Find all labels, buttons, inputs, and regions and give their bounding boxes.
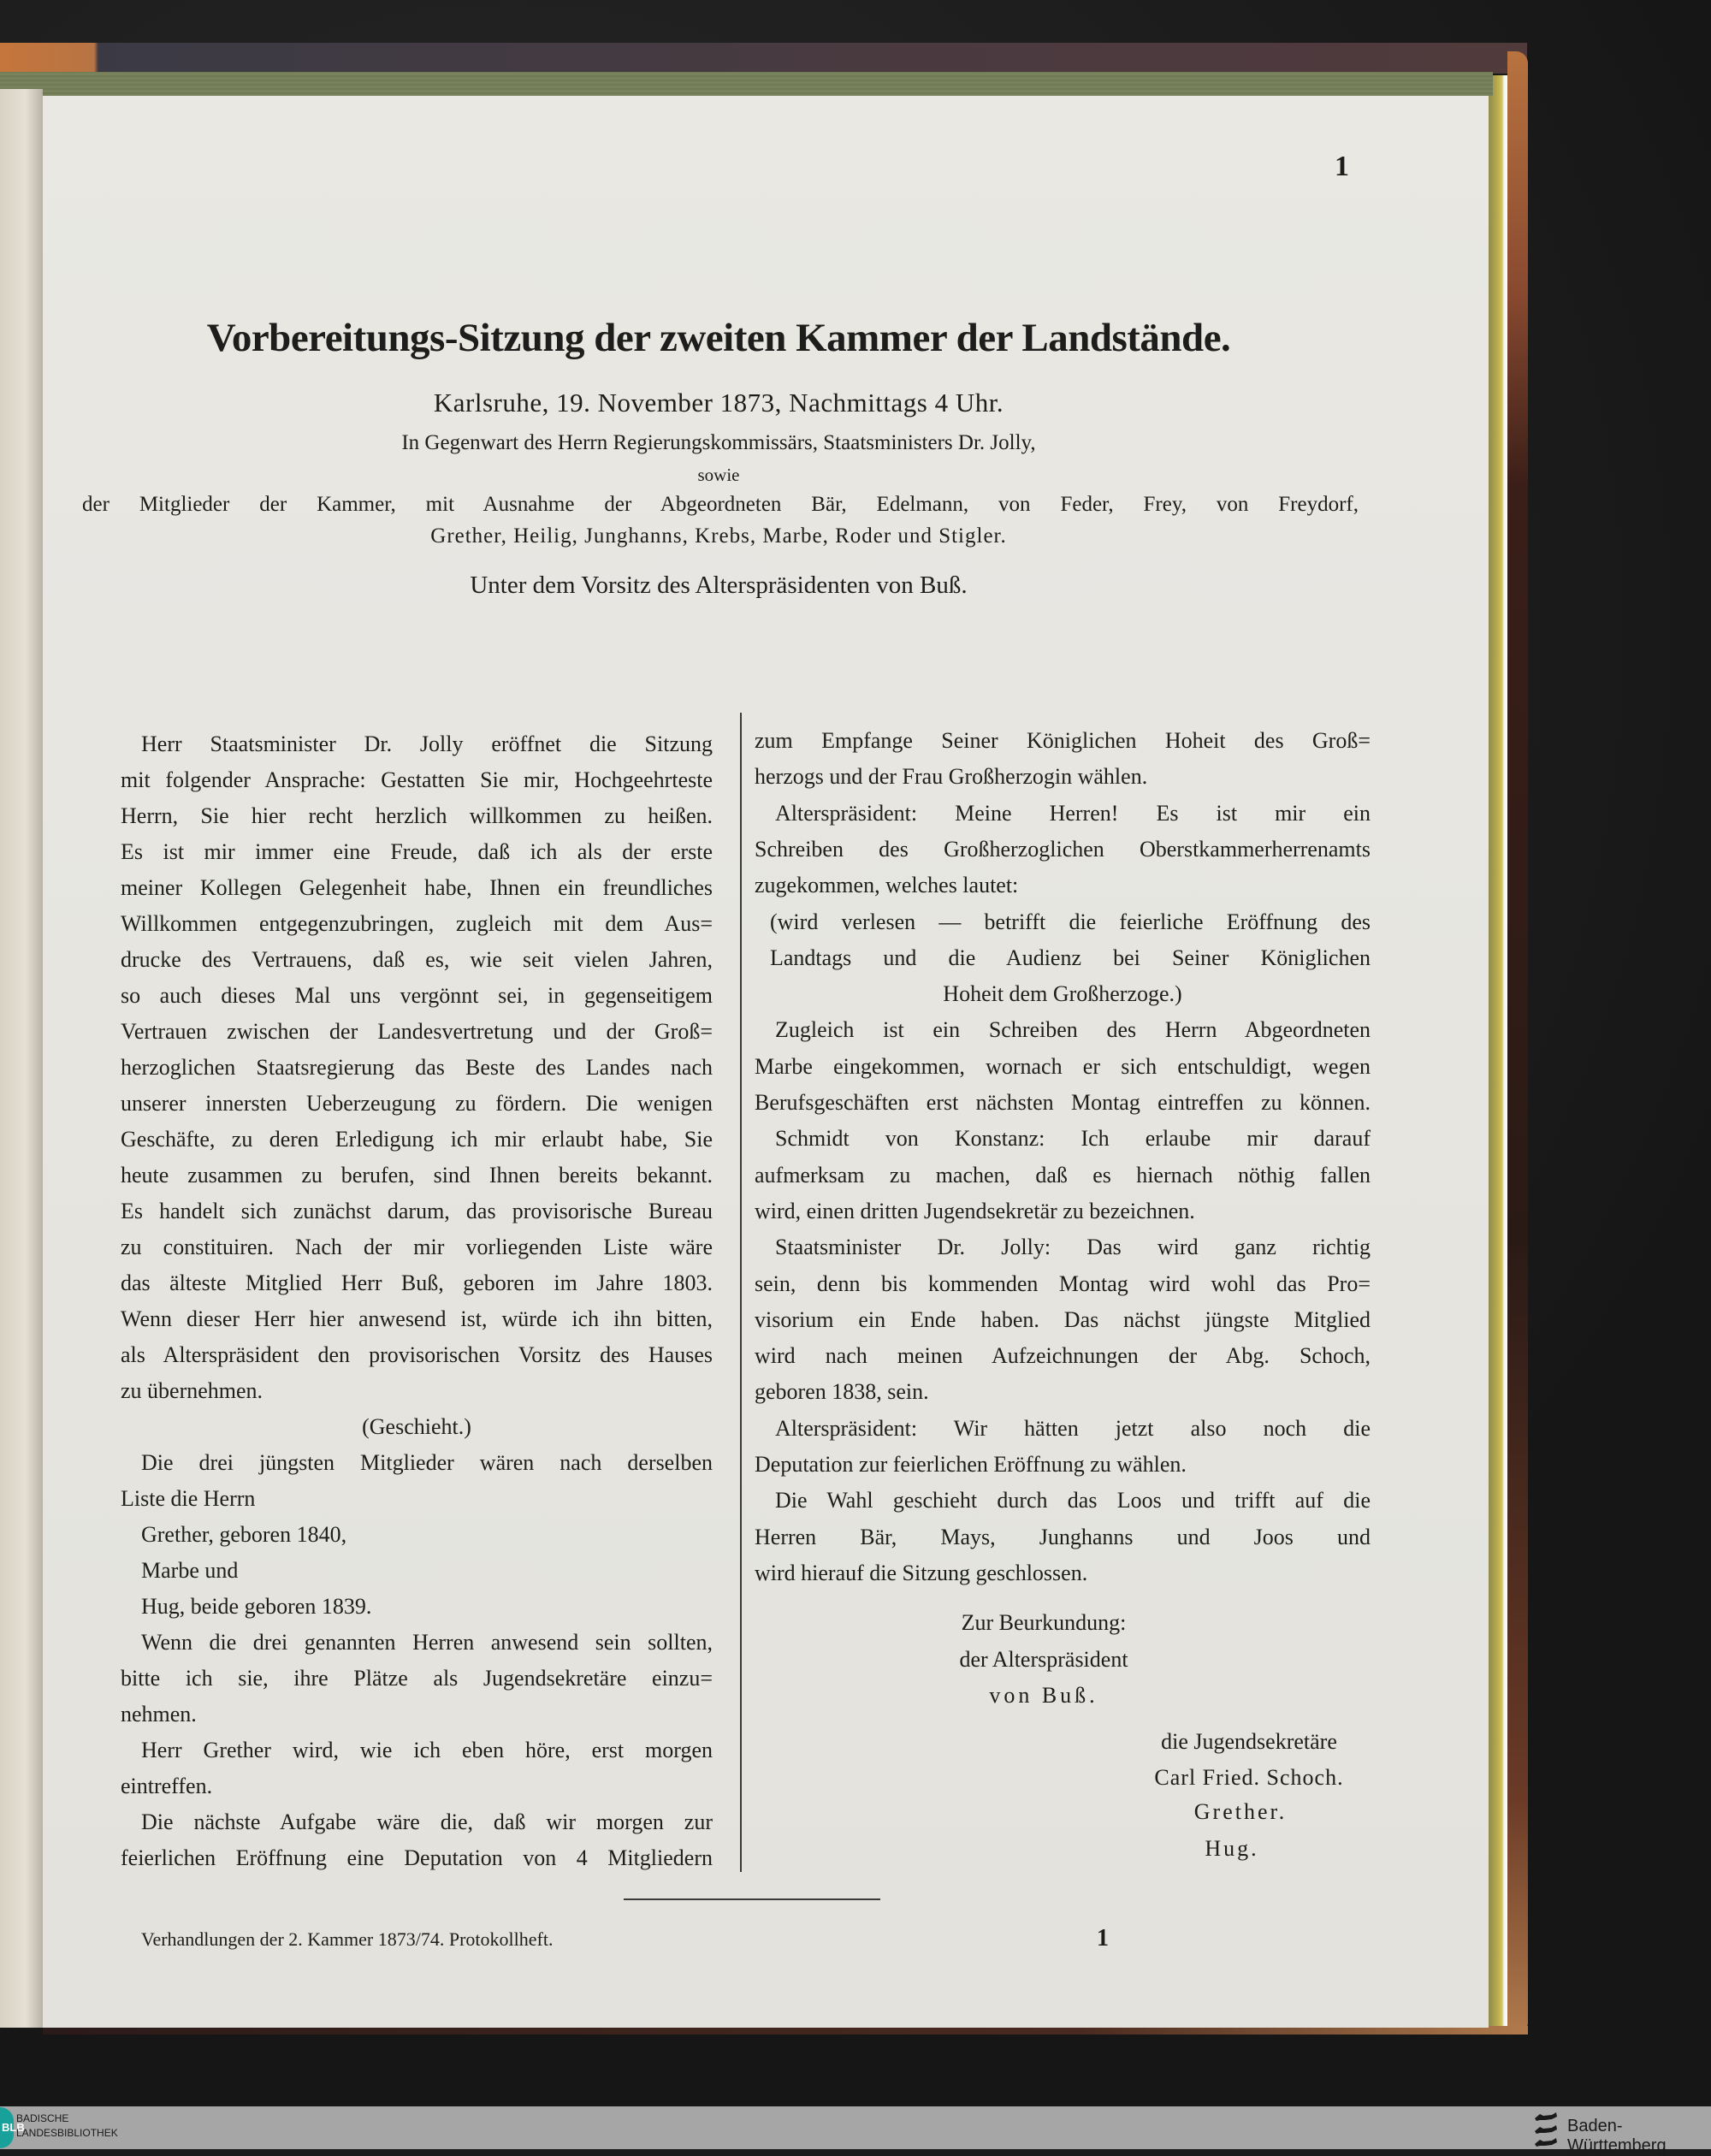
text-line: (wird verlesen — betrifft die feierliche Eröffnung des xyxy=(770,909,1371,934)
text-line: so auch dieses Mal uns vergönnt sei, in gegenseitigem xyxy=(121,983,713,1008)
text-line: nehmen. xyxy=(121,1702,197,1727)
text-line: Liste die Herrn xyxy=(121,1486,256,1511)
text-line: sein, denn bis kommenden Montag wird wohl das Pro= xyxy=(755,1270,1371,1296)
viewer-bottom-bar xyxy=(0,2106,1711,2149)
text-line: wird, einen dritten Jugendsekretär zu bezeichnen. xyxy=(755,1198,1195,1223)
text-line: Marbe eingekommen, wornach er sich entschuldigt, wegen xyxy=(755,1053,1371,1079)
text-line: Es ist mir immer eine Freude, daß ich als der erste xyxy=(121,839,713,864)
signature-secretary-3: Hug. xyxy=(1205,1836,1259,1861)
text-line: visorium ein Ende haben. Das nächst jüngste Mitglied xyxy=(755,1306,1371,1332)
signature-heading: Zur Beurkundung: xyxy=(961,1610,1127,1635)
members-line-2: Grether, Heilig, Junghanns, Krebs, Marbe, Roder und Stigler. xyxy=(430,524,1007,548)
text-line: Herr Staatsminister Dr. Jolly eröffnet die Sitzung xyxy=(141,732,713,756)
text-line: Wenn dieser Herr hier anwesend ist, würde ich ihn bitten, xyxy=(121,1306,713,1331)
footer-rule xyxy=(624,1898,880,1900)
text-line: Geschäfte, zu deren Erledigung ich mir erlaubt habe, Sie xyxy=(121,1127,713,1152)
text-line: zu constituiren. Nach der mir vorliegenden Liste wäre xyxy=(121,1235,713,1259)
text-line: Schreiben des Großherzoglichen Oberstkammerherrenamts xyxy=(755,836,1371,862)
text-line: Willkommen entgegenzubringen, zugleich mit dem Aus= xyxy=(121,911,713,936)
text-line: Herrn, Sie hier recht herzlich willkommen zu heißen. xyxy=(121,803,713,828)
signature-secretary-1: Carl Fried. Schoch. xyxy=(1154,1765,1344,1790)
baden-wuerttemberg-logo-text[interactable]: Baden-Württemberg xyxy=(1567,2117,1667,2155)
text-line: Berufsgeschäften erst nächsten Montag eintreffen zu können. xyxy=(755,1090,1371,1115)
book-cover-right xyxy=(1507,51,1528,2035)
signature-role-president: der Alterspräsident xyxy=(959,1647,1128,1672)
text-line: als Alterspräsident den provisorischen Vorsitz des Hauses xyxy=(121,1342,713,1367)
text-line: heute zusammen zu berufen, sind Ihnen bereits bekannt. xyxy=(121,1163,713,1188)
text-line: mit folgender Ansprache: Gestatten Sie mir, Hochgeehrteste xyxy=(121,767,713,792)
text-line: Wenn die drei genannten Herren anwesend sein sollten, xyxy=(141,1630,713,1655)
text-line: Hoheit dem Großherzoge.) xyxy=(943,981,1182,1007)
text-line: Herr Grether wird, wie ich eben höre, erst morgen xyxy=(141,1738,713,1762)
text-line: Marbe und xyxy=(141,1558,239,1583)
page-number-top: 1 xyxy=(1335,151,1349,182)
text-line: Die Wahl geschieht durch das Loos und trifft auf die xyxy=(775,1488,1371,1513)
book-cover-top xyxy=(0,43,1527,74)
chair-line: Unter dem Vorsitz des Alterspräsidenten von Buß. xyxy=(470,572,968,599)
text-line: zum Empfange Seiner Königlichen Hoheit des Groß= xyxy=(755,728,1371,753)
signature-secretary-2: Grether. xyxy=(1193,1799,1288,1824)
text-line: aufmerksam zu machen, daß es hiernach nöthig fallen xyxy=(755,1162,1371,1188)
previous-page-edge xyxy=(0,89,43,2028)
page-title: Vorbereitungs-Sitzung der zweiten Kammer der Landstände. xyxy=(206,316,1231,360)
presence-line: In Gegenwart des Herrn Regierungskommissärs, Staatsministers Dr. Jolly, xyxy=(401,431,1036,454)
text-line: Grether, geboren 1840, xyxy=(141,1522,347,1547)
place-date: Karlsruhe, 19. November 1873, Nachmittags 4 Uhr. xyxy=(433,388,1004,418)
text-line: geboren 1838, sein. xyxy=(755,1379,929,1405)
signature-role-secretaries: die Jugendsekretäre xyxy=(1161,1729,1337,1754)
text-line: Herren Bär, Mays, Junghanns und Joos und xyxy=(755,1524,1371,1549)
text-line: Staatsminister Dr. Jolly: Das wird ganz richtig xyxy=(775,1235,1371,1260)
text-line: Alterspräsident: Wir hätten jetzt also noch die xyxy=(775,1415,1371,1441)
blb-logo-text[interactable] xyxy=(13,2112,118,2141)
members-line-1: der Mitglieder der Kammer, mit Ausnahme der Abgeordneten Bär, Edelmann, von Feder, Frey, von Freydorf, xyxy=(82,493,1359,516)
text-line: zugekommen, welches lautet: xyxy=(755,873,1019,898)
text-line: drucke des Vertrauens, daß es, wie seit vielen Jahren, xyxy=(121,947,713,972)
text-line: meiner Kollegen Gelegenheit habe, Ihnen ein freundliches xyxy=(121,875,713,900)
text-line: Landtags und die Audienz bei Seiner Königlichen xyxy=(770,945,1371,970)
sowie-line: sowie xyxy=(697,465,740,485)
text-line: unserer innersten Ueberzeugung zu fördern. Die wenigen xyxy=(121,1091,713,1116)
text-line: Hug, beide geboren 1839. xyxy=(141,1594,372,1619)
footer-source: Verhandlungen der 2. Kammer 1873/74. Protokollheft. xyxy=(141,1928,554,1950)
text-line: Die drei jüngsten Mitglieder wären nach derselben xyxy=(141,1450,713,1475)
column-divider xyxy=(740,713,742,1872)
text-line: zu übernehmen. xyxy=(121,1378,263,1403)
text-line: herzogs und der Frau Großherzogin wählen. xyxy=(755,764,1148,790)
text-line: herzoglichen Staatsregierung das Beste des Landes nach xyxy=(121,1055,713,1080)
text-line: Die nächste Aufgabe wäre die, daß wir morgen zur xyxy=(141,1810,713,1834)
text-line: Es handelt sich zunächst darum, das provisorische Bureau xyxy=(121,1199,713,1223)
page-edges-top xyxy=(0,72,1493,96)
text-line: wird hierauf die Sitzung geschlossen. xyxy=(755,1560,1088,1585)
text-line: Schmidt von Konstanz: Ich erlaube mir darauf xyxy=(775,1126,1371,1152)
text-line: eintreffen. xyxy=(121,1774,213,1798)
signature-president: von Buß. xyxy=(989,1683,1098,1708)
blb-logo-line-2: LANDESBIBLIOTHEK xyxy=(16,2127,118,2139)
text-line: Deputation zur feierlichen Eröffnung zu wählen. xyxy=(755,1452,1187,1477)
text-line: wird nach meinen Aufzeichnungen der Abg. Schoch, xyxy=(755,1343,1371,1369)
text-line: Alterspräsident: Meine Herren! Es ist mir ein xyxy=(775,800,1371,826)
text-line: Zugleich ist ein Schreiben des Herrn Abgeordneten xyxy=(775,1017,1371,1043)
text-line: feierlichen Eröffnung eine Deputation von 4 Mitgliedern xyxy=(121,1845,713,1870)
blb-logo-icon[interactable] xyxy=(0,2107,25,2148)
footer-page-number: 1 xyxy=(1097,1925,1109,1952)
text-line: das älteste Mitglied Herr Buß, geboren im Jahre 1803. xyxy=(121,1270,713,1295)
text-line: (Geschieht.) xyxy=(362,1414,471,1439)
page-edges-right xyxy=(1489,75,1507,2028)
blb-logo-mark: BLB xyxy=(2,2121,25,2134)
three-lions-icon xyxy=(1533,2110,1559,2147)
blb-logo-line-1: BADISCHE xyxy=(16,2112,69,2124)
text-line: Vertrauen zwischen der Landesvertretung und der Groß= xyxy=(121,1019,713,1044)
text-line: bitte ich sie, ihre Plätze als Jugendsekretäre einzu= xyxy=(121,1666,713,1691)
